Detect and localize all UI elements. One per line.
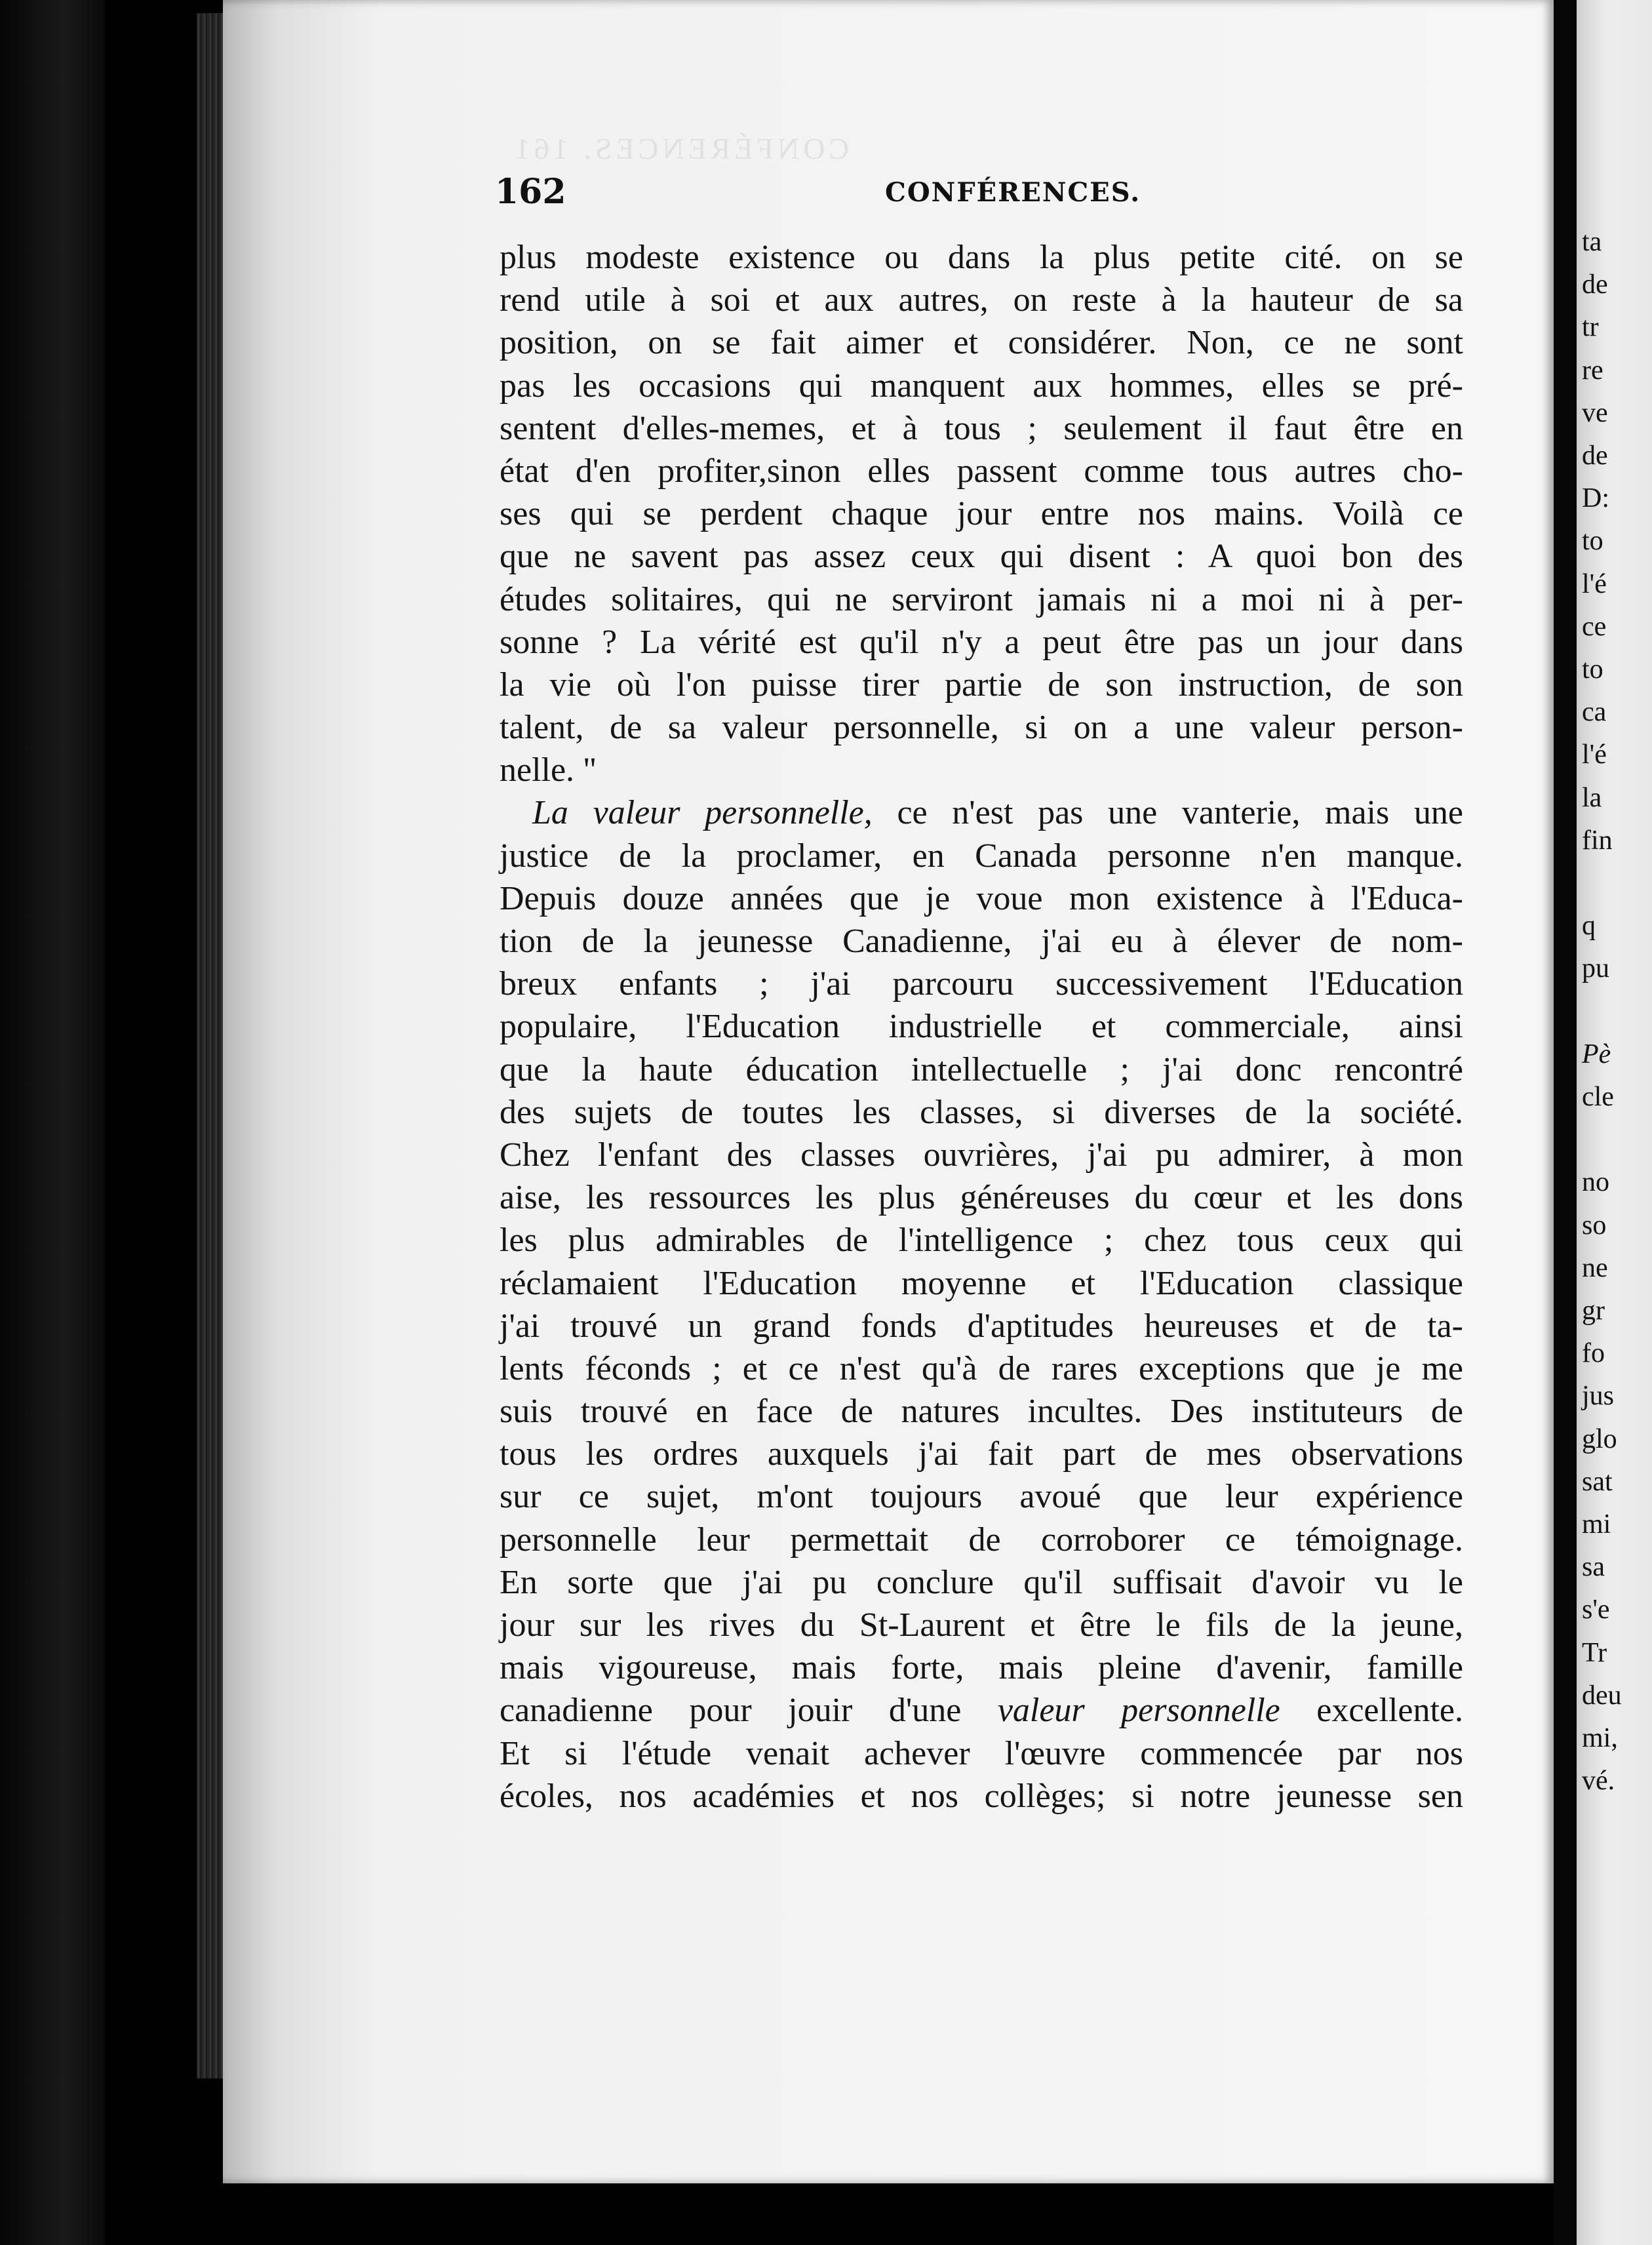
running-head: CONFÉRENCES.: [885, 177, 1141, 208]
bleed-through-text: CONFÉRENCES. 161: [511, 132, 850, 165]
text-line: tion de la jeunesse Canadienne, j'ai eu à élever de nom-: [500, 923, 1463, 960]
facing-page-fragment: deu: [1582, 1680, 1622, 1711]
text-run: ce n'est pas une vanterie, mais une: [897, 794, 1463, 832]
facing-page-fragment: D:: [1582, 483, 1609, 514]
facing-page-fragment: to: [1582, 526, 1603, 557]
text-line: Chez l'enfant des classes ouvrières, j'ai pu admirer, à mon: [500, 1136, 1463, 1174]
book-gutter: [1554, 0, 1577, 2245]
text-line: sentent d'elles-memes, et à tous ; seulement il faut être en: [500, 409, 1463, 447]
text-line: personnelle leur permettait de corroborer ce témoignage.: [500, 1520, 1463, 1559]
facing-page-fragment: mi,: [1582, 1723, 1618, 1753]
text-line: mais vigoureuse, mais forte, mais pleine d'avenir, famille: [500, 1649, 1463, 1687]
text-line: réclamaient l'Education moyenne et l'Education classique: [500, 1264, 1463, 1302]
text-line: suis trouvé en face de natures incultes. Des instituteurs de: [500, 1393, 1463, 1431]
text-line: position, on se fait aimer et considérer. Non, ce ne sont: [500, 324, 1463, 362]
scan-dark-border: [0, 0, 105, 2245]
text-line: aise, les ressources les plus généreuses du cœur et les dons: [500, 1179, 1463, 1217]
facing-page-fragment: fin: [1582, 825, 1613, 856]
text-line: rend utile à soi et aux autres, on reste à la hauteur de sa: [500, 281, 1463, 319]
facing-page-fragment: mi: [1582, 1509, 1611, 1540]
text-line: justice de la proclamer, en Canada personne n'en manque.: [500, 837, 1463, 875]
facing-page-fragment: ca: [1582, 697, 1607, 728]
italic-phrase: valeur personnelle: [997, 1692, 1280, 1730]
text-line: talent, de sa valeur personnelle, si on a une valeur person-: [500, 709, 1463, 747]
facing-page-fragment: sat: [1582, 1466, 1613, 1497]
text-line: sur ce sujet, m'ont toujours avoué que leur expérience: [500, 1478, 1463, 1516]
text-line: pas les occasions qui manquent aux hommes, elles se pré-: [500, 367, 1463, 405]
text-line: la vie où l'on puisse tirer partie de son instruction, de son: [500, 666, 1463, 704]
text-line: lents féconds ; et ce n'est qu'à de rares exceptions que je me: [500, 1349, 1463, 1387]
facing-page-fragment: cle: [1582, 1082, 1614, 1112]
facing-page-fragment: q: [1582, 911, 1596, 942]
facing-page-fragment: l'é: [1582, 568, 1607, 599]
text-line: populaire, l'Education industrielle et commerciale, ainsi: [500, 1008, 1463, 1046]
text-line: j'ai trouvé un grand fonds d'aptitudes heureuses et de ta-: [500, 1307, 1463, 1345]
facing-page-fragment: de: [1582, 441, 1608, 471]
facing-page-fragment: s'e: [1582, 1595, 1610, 1625]
text-line: des sujets de toutes les classes, si diverses de la société.: [500, 1093, 1463, 1131]
facing-page-fragment: glo: [1582, 1423, 1617, 1454]
facing-page-fragment: Tr: [1582, 1637, 1607, 1668]
facing-page-fragment: Pè: [1582, 1039, 1611, 1069]
text-line: état d'en profiter,sinon elles passent comme tous autres cho-: [500, 452, 1463, 490]
text-line: que ne savent pas assez ceux qui disent : A quoi bon des: [500, 538, 1463, 576]
text-line: ses qui se perdent chaque jour entre nos mains. Voilà ce: [500, 495, 1463, 533]
text-run: excellente.: [1316, 1692, 1464, 1730]
text-line: écoles, nos académies et nos collèges; si notre jeunesse sen: [500, 1777, 1463, 1815]
text-line: breux enfants ; j'ai parcouru successivement l'Education: [500, 965, 1463, 1003]
facing-page-fragment: sa: [1582, 1552, 1605, 1583]
facing-page-fragment: to: [1582, 654, 1603, 685]
facing-page-fragment: ta: [1582, 227, 1602, 257]
facing-page-fragment: la: [1582, 782, 1602, 813]
text-line: les plus admirables de l'intelligence ; chez tous ceux qui: [500, 1222, 1463, 1260]
paragraph-start-line: [500, 791, 1463, 834]
facing-page-fragment: tr: [1582, 312, 1599, 343]
facing-page-fragment: jus: [1582, 1381, 1615, 1412]
facing-page-fragment: so: [1582, 1210, 1607, 1241]
text-line: que la haute éducation intellectuelle ; j'ai donc rencontré: [500, 1050, 1463, 1088]
page-body-text: [500, 236, 1463, 1818]
page-number: 162: [495, 172, 566, 212]
facing-page-fragment: gr: [1582, 1296, 1605, 1326]
facing-page-fragment: ne: [1582, 1252, 1608, 1283]
facing-page-fragment: no: [1582, 1167, 1609, 1198]
facing-page-fragment: l'é: [1582, 740, 1607, 770]
text-line: nelle. ": [500, 751, 597, 789]
facing-page-fragment: re: [1582, 355, 1603, 386]
text-line: études solitaires, qui ne serviront jamais ni a moi ni à per-: [500, 580, 1463, 618]
page-header: [495, 172, 1478, 211]
facing-page-fragment: ce: [1582, 611, 1607, 642]
facing-page-fragment: fo: [1582, 1338, 1605, 1369]
text-line: Et si l'étude venait achever l'œuvre commencée par nos: [500, 1734, 1463, 1772]
text-line: plus modeste existence ou dans la plus petite cité. on se: [500, 239, 1463, 276]
text-line: tous les ordres auxquels j'ai fait part de mes observations: [500, 1435, 1463, 1473]
text-line: En sorte que j'ai pu conclure qu'il suffisait d'avoir vu le: [500, 1563, 1463, 1601]
facing-page-fragment: ve: [1582, 397, 1608, 428]
text-line: Depuis douze années que je voue mon existence à l'Educa-: [500, 879, 1463, 917]
mixed-style-line: [500, 1689, 1463, 1732]
text-line: jour sur les rives du St-Laurent et être le fils de la jeune,: [500, 1606, 1463, 1644]
text-line: sonne ? La vérité est qu'il n'y a peut être pas un jour dans: [500, 623, 1463, 661]
text-run: canadienne pour jouir d'une: [500, 1692, 962, 1730]
facing-page-fragment: de: [1582, 269, 1608, 300]
facing-page-fragment: vé.: [1582, 1766, 1615, 1797]
facing-page-fragment: pu: [1582, 953, 1609, 984]
italic-phrase: La valeur personnelle,: [532, 794, 873, 832]
facing-page: [1577, 0, 1652, 2245]
